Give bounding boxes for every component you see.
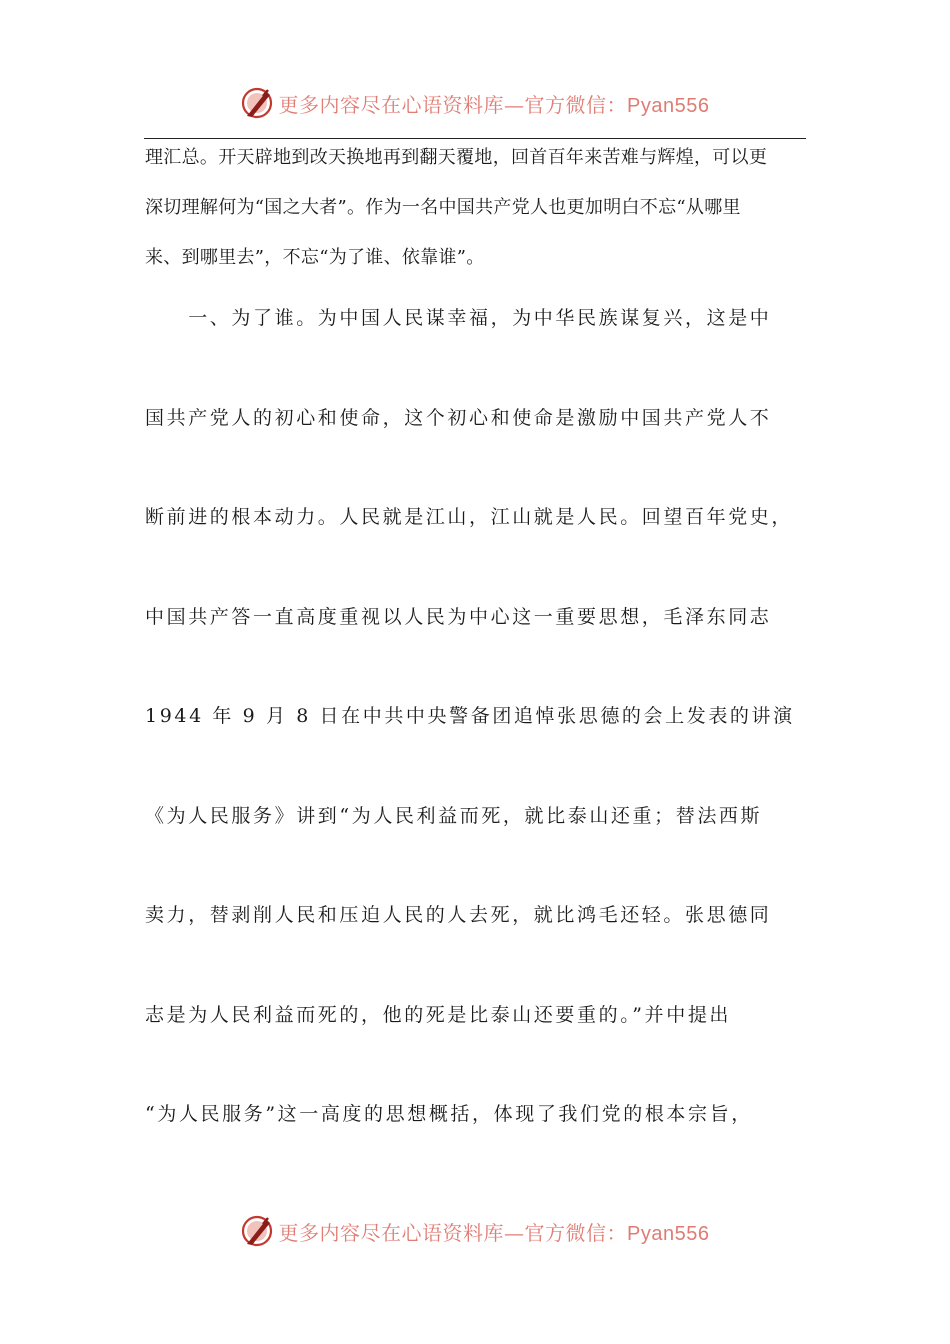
header-banner — [0, 83, 950, 123]
header-banner-text — [279, 89, 710, 118]
footer-banner-cn: 更多内容尽在心语资料库—官方微信： — [278, 1220, 628, 1245]
header-wechat-id: Pyan556 — [627, 94, 710, 117]
footer-banner — [0, 1211, 950, 1251]
footer-banner-text — [279, 1217, 710, 1246]
body-line: 《为人民服务》讲到“为人民利益而死，就比泰山还重；替法西斯 — [145, 805, 763, 827]
header-banner-cn: 更多内容尽在心语资料库—官方微信： — [278, 92, 628, 117]
body-line: 一、为了谁。为中国人民谋幸福，为中华民族谋复兴，这是中 — [145, 307, 772, 329]
quill-logo-icon — [241, 86, 275, 120]
footer-wechat-id: Pyan556 — [627, 1222, 710, 1245]
body-line: 中国共产答一直高度重视以人民为中心这一重要思想，毛泽东同志 — [145, 606, 772, 628]
body-line: 来、到哪里去”，不忘“为了谁、依靠谁”。 — [145, 247, 485, 268]
body-line: 1944 年 9 月 8 日在中共中央警备团追悼张思德的会上发表的讲演 — [145, 705, 795, 727]
header-rule — [144, 138, 806, 139]
quill-logo-icon — [241, 1214, 275, 1248]
body-line: 理汇总。开天辟地到改天换地再到翻天覆地，回首百年来苦难与辉煌，可以更 — [145, 147, 768, 168]
body-line: “为人民服务”这一高度的思想概括，体现了我们党的根本宗旨， — [145, 1103, 753, 1125]
body-line: 深切理解何为“国之大者”。作为一名中国共产党人也更加明白不忘“从哪里 — [145, 197, 741, 218]
body-line: 国共产党人的初心和使命，这个初心和使命是激励中国共产党人不 — [145, 407, 772, 429]
body-line: 志是为人民利益而死的，他的死是比泰山还要重的。”并中提出 — [145, 1004, 732, 1026]
body-line: 卖力，替剥削人民和压迫人民的人去死，就比鸿毛还轻。张思德同 — [145, 904, 772, 926]
body-line: 断前进的根本动力。人民就是江山，江山就是人民。回望百年党史， — [145, 506, 794, 528]
